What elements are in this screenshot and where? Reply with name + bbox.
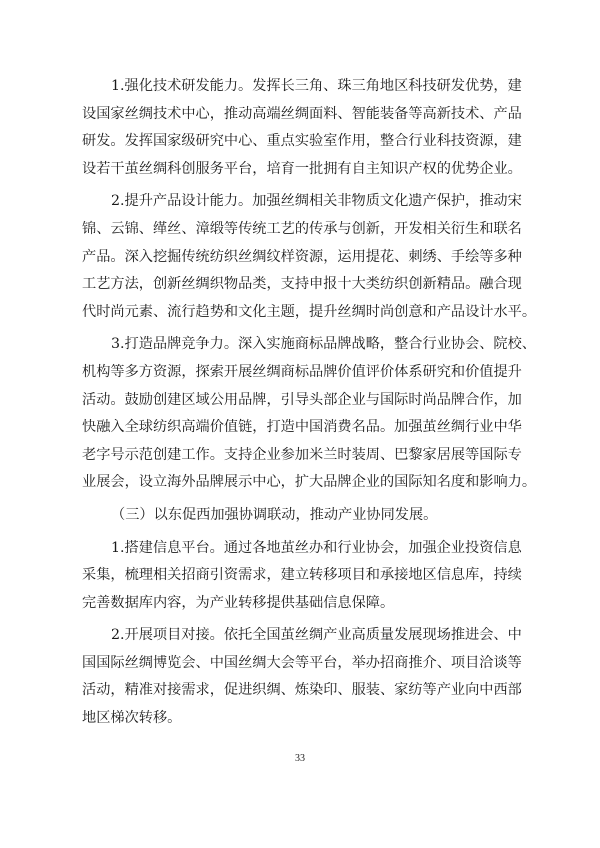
text-line: 研发。发挥国家级研究中心、重点实验室作用，整合行业科技资源，建	[82, 133, 522, 150]
paragraph-design-capability	[82, 188, 537, 326]
text-line: 1.强化技术研发能力。发挥长三角、珠三角地区科技研发优势，建	[111, 78, 522, 94]
text-line: 活动，精准对接需求，促进织绸、炼染印、服装、家纺等产业向中西部	[82, 682, 522, 699]
text-line: 设国家丝绸技术中心，推动高端丝绸面料、智能装备等高新技术、产品	[82, 105, 522, 122]
text-line: 机构等多方资源，探索开展丝绸商标品牌价值评价体系研究和价值提升	[82, 363, 522, 380]
body-text	[82, 73, 537, 738]
text-line: 设若干茧丝绸科创服务平台，培育一批拥有自主知识产权的优势企业。	[82, 160, 522, 177]
text-line: 国国际丝绸博览会、中国丝绸大会等平台，举办招商推介、项目洽谈等	[82, 654, 522, 671]
section-heading	[82, 502, 520, 530]
text-line: （三）以东促西加强协调联动，推动产业协同发展。	[111, 506, 438, 523]
page-number: 33	[295, 753, 305, 764]
text-line: 活动。鼓励创建区域公用品牌，引导头部企业与国际时尚品牌合作，加	[82, 391, 522, 408]
text-line: 2.开展项目对接。依托全国茧丝绸产业高质量发展现场推进会、中	[111, 627, 522, 644]
text-line: 采集，梳理相关招商引资需求，建立转移项目和承接地区信息库，持续	[82, 567, 522, 584]
text-line: 2.提升产品设计能力。加强丝绸相关非物质文化遗产保护，推动宋	[111, 193, 522, 210]
text-line: 业展会，设立海外品牌展示中心，扩大品牌企业的国际知名度和影响力。	[82, 474, 537, 491]
text-line: 完善数据库内容，为产业转移提供基础信息保障。	[82, 594, 395, 611]
text-line: 3.打造品牌竞争力。深入实施商标品牌战略，整合行业协会、院校、	[111, 336, 536, 353]
text-line: 1.搭建信息平台。通过各地茧丝办和行业协会，加强企业投资信息	[111, 539, 522, 556]
text-line: 工艺方法，创新丝绸织物品类，支持申报十大类纺织创新精品。融合现	[82, 276, 522, 293]
text-line: 地区梯次转移。	[82, 710, 182, 727]
text-line: 锦、云锦、缂丝、漳缎等传统工艺的传承与创新，开发相关衍生和联名	[82, 220, 522, 237]
text-line: 代时尚元素、流行趋势和文化主题，提升丝绸时尚创意和产品设计水平。	[82, 303, 537, 320]
text-line: 产品。深入挖掘传统纺织丝绸纹样资源，运用提花、刺绣、手绘等多种	[82, 248, 522, 265]
paragraph-research-capability	[82, 73, 520, 183]
paragraph-project-matching	[82, 622, 520, 732]
text-line: 老字号示范创建工作。支持企业参加米兰时装周、巴黎家居展等国际专	[82, 446, 522, 463]
text-line: 快融入全球纺织高端价值链，打造中国消费名品。加强茧丝绸行业中华	[82, 419, 522, 436]
paragraph-brand-competitiveness	[82, 331, 537, 497]
paragraph-information-platform	[82, 535, 520, 618]
